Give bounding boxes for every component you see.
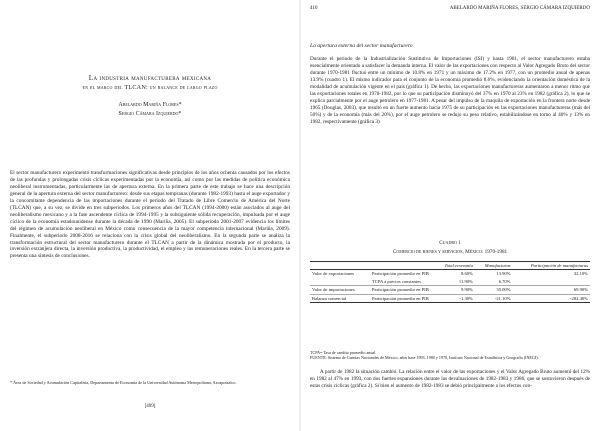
table-row	[310, 286, 590, 294]
trade-table	[310, 261, 590, 303]
table-header-cell	[310, 262, 370, 270]
cell-manuf: -21.10%	[494, 295, 511, 301]
cell-part: -282.40%	[570, 295, 588, 301]
table-header-cell: Manufacturas	[484, 263, 511, 268]
article-title: La industria manufacturera mexicana	[88, 74, 212, 82]
row-desc: Participación promedio en PIB	[372, 271, 429, 277]
author-footnote: * Área de Sociedad y Acumulación Capitalista, Departamento de Economía de la Universidad Autónoma Metropolitana, Azcapotzalco.	[10, 380, 237, 385]
cell-total: 8.60%	[461, 271, 473, 277]
table-header-cell	[370, 262, 434, 270]
cell-manuf: 13.90%	[496, 271, 511, 277]
table-row	[310, 270, 590, 278]
cell-manuf: 35.00%	[496, 287, 511, 293]
cell-part: 69.90%	[573, 287, 588, 293]
table-note-tcpa: TCPA= Tasa de cambio promedio anual.	[310, 350, 377, 355]
author-2: Sergio Cámara Izquierdo*	[118, 111, 182, 117]
cell-part	[513, 278, 590, 286]
row-group: Balanza comercial	[312, 295, 347, 301]
cell-total: -1.30%	[459, 295, 473, 301]
running-header	[310, 6, 590, 11]
abstract-paragraph: El sector manufacturero experimentó transformaciones significativas desde principios de los años ochenta causados por los efectos de las profundas y prolongadas crisis cíclicas experimentadas por la economía, así como por las medidas de política económica neoliberal instrumentadas, particularmente las de apertura externa. En la primera parte de este trabajo se hace una descripción general de la apertura externa del sector manufacturero: desde sus etapas tempranas (durante 1982-1993) hasta el auge exportador y la concomitante dependencia de las importaciones durante el periodo del Tratado de Libre Comercio de América del Norte (TLCAN) que, a su vez, se divide en tres subperiodos. Los primeros años del TLCAN (1994-2000) están asociados al auge del neoliberalismo mexicano y a la fase ascendente cíclica de 1994-1995 y la subsiguiente sólida recuperación, impulsada por el auge cíclico de la economía estadounidense durante la década de 1990 (Mariña, 2005). El subperiodo 2001-2007 evidencia los límites del régimen de acumulación neoliberal en México como consecuencia de la mayor competencia internacional (Mariña, 2009). Finalmente, el subperiodo 2008-2016 se relaciona con la crisis global del neoliberalismo. En la segunda parte se analiza la transformación estructural del sector manufacturero durante el TLCAN a partir de la dinámica mostrada por el producto, la inversión extranjera directa, la inversión productiva, la productividad, el empleo y las remuneraciones reales. En la tercera parte se presenta una síntesis de conclusiones.	[10, 170, 290, 260]
row-group: Valor de importaciones	[312, 287, 355, 293]
table-notes	[310, 350, 590, 360]
body-paragraph-2: A partir de 1982 la situación cambió. La relación entre el valor de las exportaciones y el Valor Agregado Bruto aumentó del 12% en 1982 al 47% en 1993, con dos fuertes expansiones durante las devaluaciones de 1982-1983 y 1986, que se sostuvieron después de estas crisis cíclicas (gráfica 2). Si bien el aumento de 1982-1983 se debió principalmente a los efectos con-	[310, 369, 590, 389]
page-folio: [409]	[144, 404, 156, 409]
author-1: Abelardo Mariña Flores*	[118, 102, 182, 108]
article-subtitle: en el marco del TLCAN: un balance de largo plazo	[82, 84, 218, 91]
table-header-cell: Participación de manufacturas	[530, 263, 588, 268]
row-desc: TCPA a precios constantes	[372, 278, 421, 284]
table-header-cell: Total economía	[444, 263, 473, 268]
row-desc: Participación promedio en PIB	[372, 287, 429, 293]
row-desc: Participación promedio en PIB	[372, 295, 429, 301]
cell-total: 11.90%	[458, 278, 473, 284]
right-page	[300, 0, 600, 431]
table-row	[310, 294, 590, 302]
row-group: Valor de exportaciones	[312, 271, 355, 277]
row-group	[310, 278, 370, 286]
body-paragraph-1: Durante el periodo de la Industrialización Sustitutiva de Importaciones (ISI) y hasta 1981, el sector manufacturero estaba esencialmente orientado a satisfacer la demanda interna. El valor de las exportaciones con respecto al Valor Agregado Bruto del sector durante 1970-1981 fluctuó entre un mínimo de 10.8% en 1971 y un máximo de 17.2% en 1977, con un promedio anual de apenas 13.9% (cuadro 1). El mismo indicador para el conjunto de la economía promedió 8.6%, evidenciando la orientación doméstica de la modalidad de acumulación vigente en el país (gráfica 1). De hecho, las exportaciones manufactureras aumentaron a menor ritmo que las exportaciones totales en 1970-1982, por lo que su participación disminuyó del 37% en 1970 al 23% en 1982 (gráfica 2), lo que se explica parcialmente por el auge petrolero en 1977-1981. A pesar del impulso de la maquila de exportación en la frontera norte desde 1965 (Douglas, 2003), que resultó en un fuerte aumento hacia 1975 de su participación en las exportaciones manufactureras (más del 50%) y de la economía (más del 20%), por el auge petrolero se redujo su peso relativo, estabilizándose en torno al 40% y 13% en 1982, respectivamente (gráfica 3)	[310, 56, 590, 125]
page-number: 410	[310, 6, 318, 11]
section-heading: La apertura externa del sector manufacturero	[310, 43, 413, 49]
table-number: Cuadro 1	[439, 240, 461, 246]
running-head: ABELARDO MARIÑA FLORES, SERGIO CÁMARA IZQUIERDO	[449, 6, 590, 11]
table-caption: Comercio de bienes y servicios, México: 1970-1981	[392, 249, 508, 255]
cell-manuf: 6.70%	[498, 278, 511, 284]
table-header-row	[310, 262, 590, 270]
cell-total: 9.90%	[461, 287, 473, 293]
cell-part: 32.10%	[573, 271, 588, 277]
table-note-source: FUENTE: Sistema de Cuentas Nacionales de México, años base 1993, 1980 y 1970, Instituto Nacional de Estadística y Geografía (INEGI).	[310, 355, 539, 360]
table-row	[310, 278, 590, 286]
